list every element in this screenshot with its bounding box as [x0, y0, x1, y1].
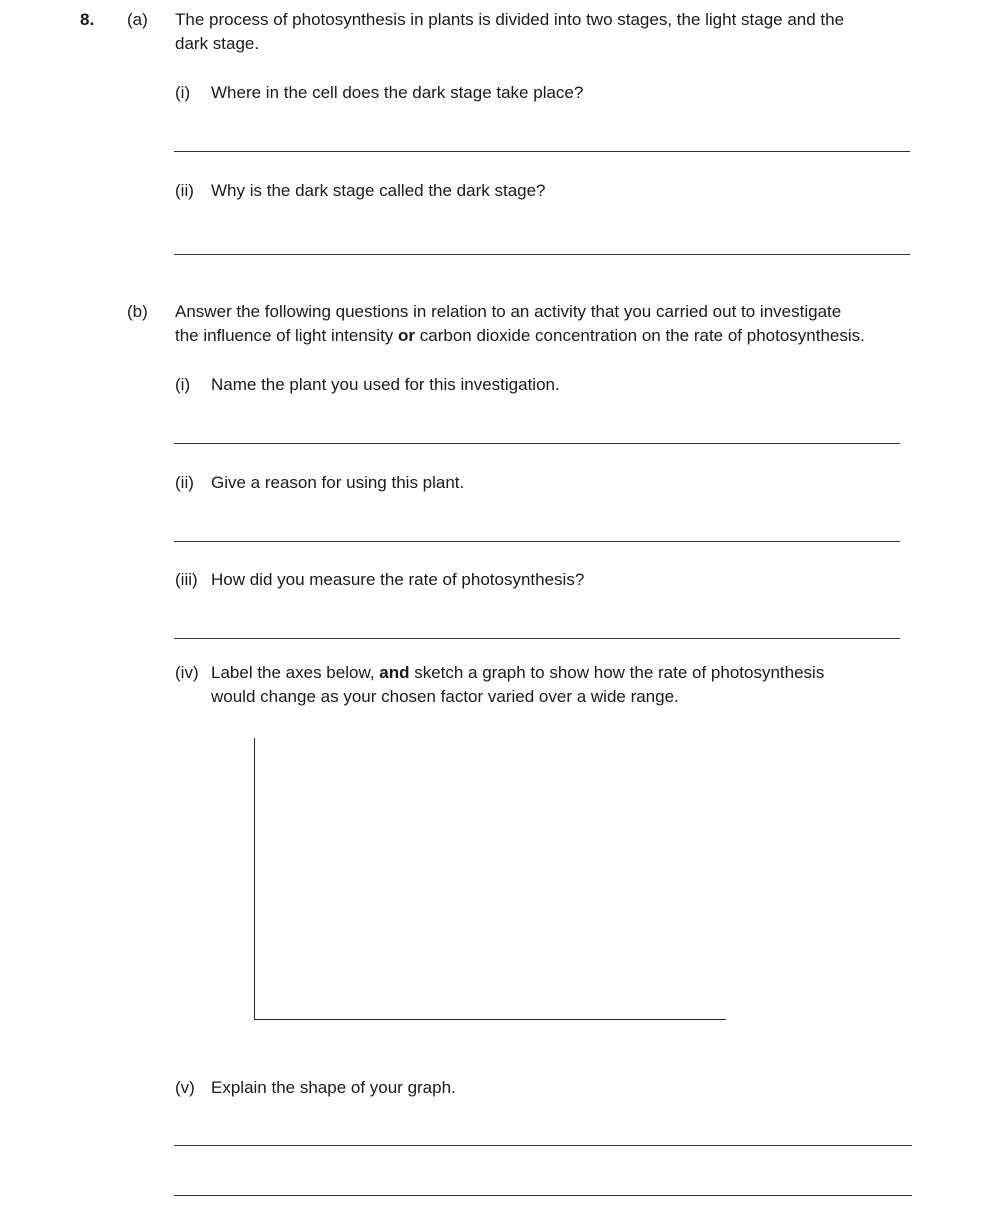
part-b-intro-line1: Answer the following questions in relation to an activity that you carried out to investigate: [175, 302, 842, 321]
q4-line1-pre: Label the axes below,: [211, 663, 380, 682]
q4-line1-post: sketch a graph to show how the rate of photosynthesis: [409, 663, 825, 682]
part-b-q2-number: (ii): [175, 473, 194, 492]
answer-line-b-v-2[interactable]: [174, 1195, 912, 1196]
part-a-q2-number: (ii): [175, 181, 194, 200]
part-b-label: (b): [127, 302, 148, 321]
part-a-intro-line2: dark stage.: [175, 34, 260, 53]
part-b-q4-line2: would change as your chosen factor varied over a wide range.: [211, 687, 679, 706]
answer-line-a-i[interactable]: [174, 151, 910, 152]
graph-y-axis: [254, 738, 255, 1020]
part-b-q4-line1: [211, 661, 824, 685]
question-number: 8.: [80, 10, 95, 29]
answer-line-b-v-1[interactable]: [174, 1145, 912, 1146]
part-a-q2-text: Why is the dark stage called the dark stage?: [211, 181, 546, 200]
intro-line2-bold: or: [398, 326, 416, 345]
part-b-q3-number: (iii): [175, 570, 198, 589]
part-b-q4-number: (iv): [175, 663, 199, 682]
part-b-q2-text: Give a reason for using this plant.: [211, 473, 465, 492]
part-b-q5-text: Explain the shape of your graph.: [211, 1078, 456, 1097]
part-b-q5-number: (v): [175, 1078, 195, 1097]
answer-line-b-i[interactable]: [174, 443, 900, 444]
intro-line2-post: carbon dioxide concentration on the rate of photosynthesis.: [415, 326, 865, 345]
answer-line-b-ii[interactable]: [174, 541, 900, 542]
part-a-label: (a): [127, 10, 148, 29]
graph-x-axis: [254, 1019, 726, 1020]
part-a-q1-number: (i): [175, 83, 191, 102]
part-b-q1-text: Name the plant you used for this investigation.: [211, 375, 560, 394]
part-b-q1-number: (i): [175, 375, 191, 394]
part-a-intro-line1: The process of photosynthesis in plants is divided into two stages, the light stage and the: [175, 10, 845, 29]
part-b-intro-line2: [175, 324, 865, 348]
intro-line2-pre: the influence of light intensity: [175, 326, 399, 345]
answer-line-a-ii[interactable]: [174, 254, 910, 255]
part-a-q1-text: Where in the cell does the dark stage take place?: [211, 83, 584, 102]
part-b-q3-text: How did you measure the rate of photosynthesis?: [211, 570, 585, 589]
q4-line1-bold: and: [379, 663, 410, 682]
answer-line-b-iii[interactable]: [174, 638, 900, 639]
